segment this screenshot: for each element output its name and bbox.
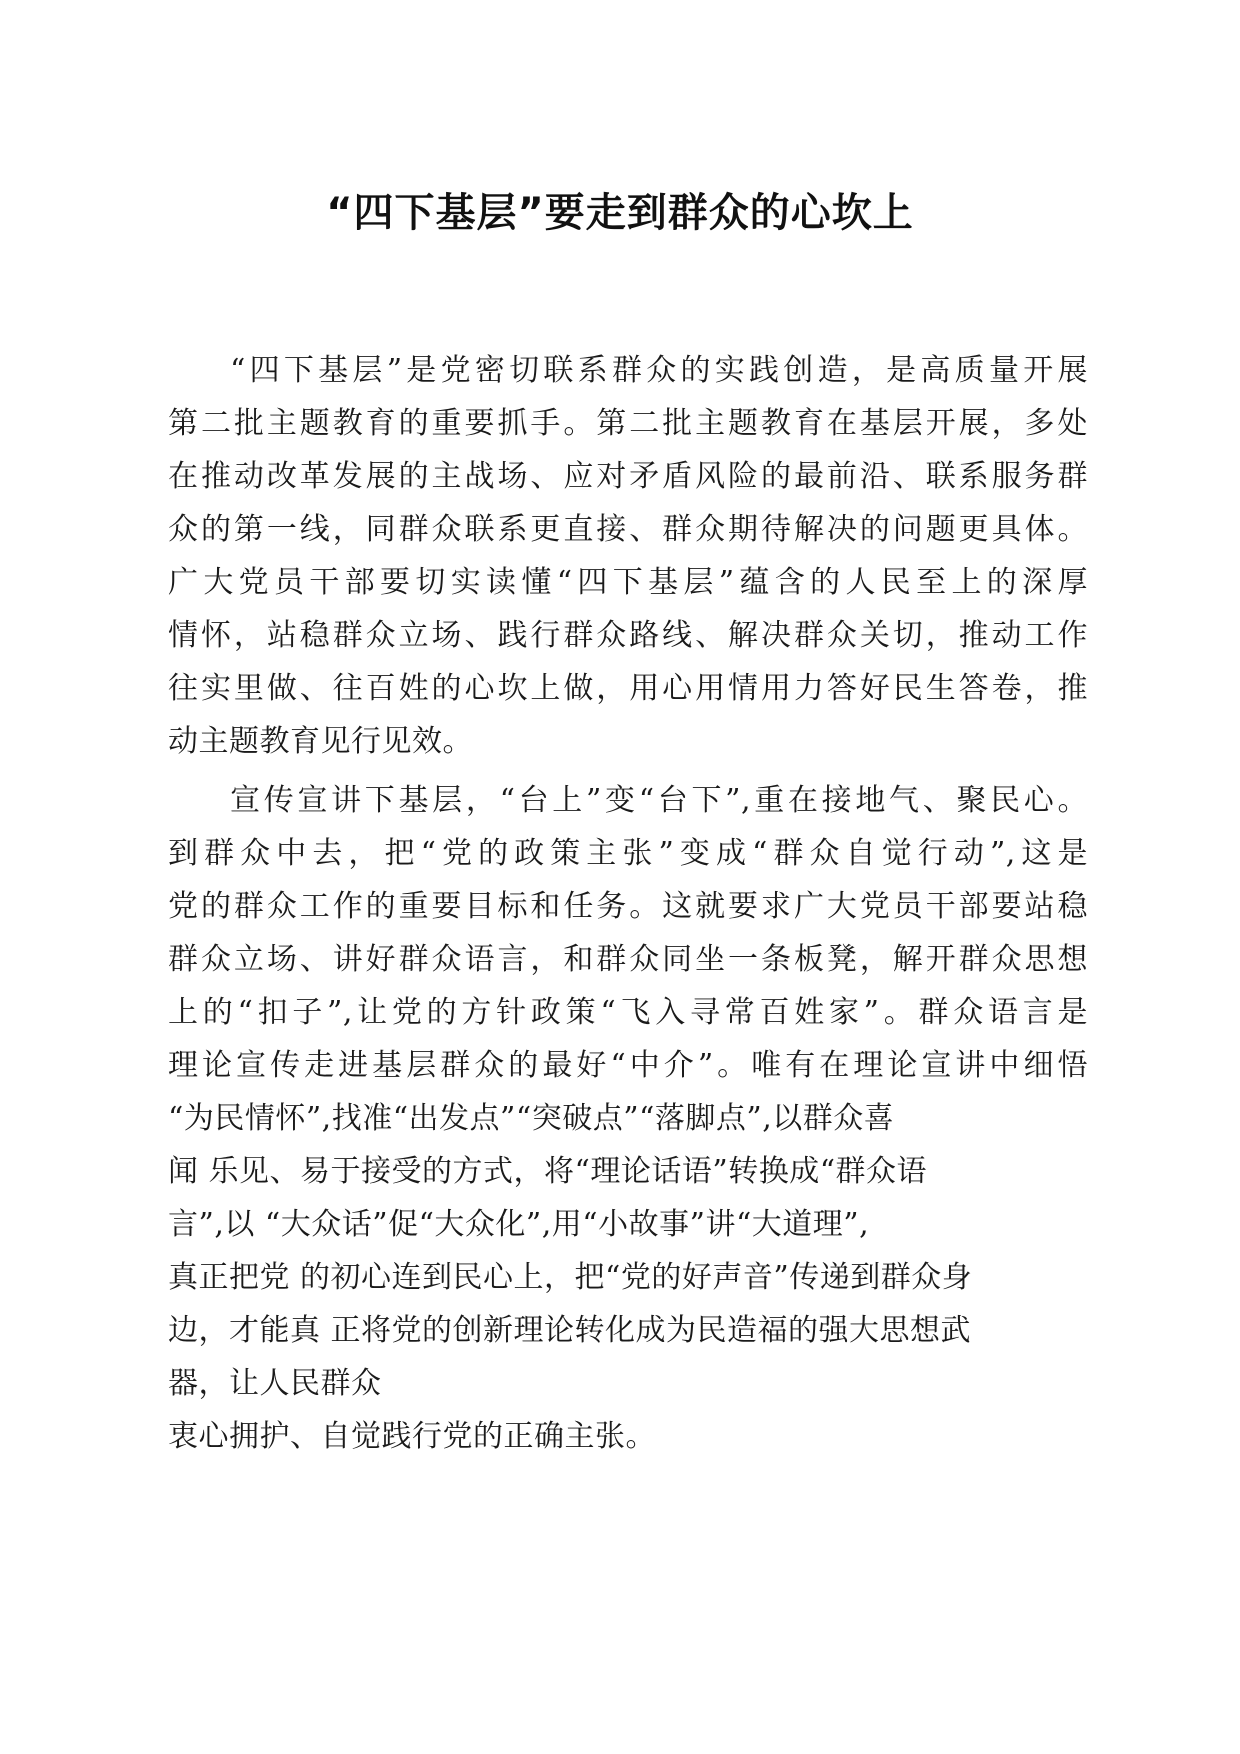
paragraph-line: “为民情怀”,找准“出发点”“突破点”“落脚点”,以群众喜 bbox=[168, 1101, 895, 1136]
paragraph-line: 第二批主题教育的重要抓手。第二批主题教育在基层开展，多处 bbox=[168, 406, 1088, 441]
paragraph-line: 往实里做、往百姓的心坎上做，用心用情用力答好民生答卷，推 bbox=[168, 671, 1088, 706]
paragraph-line: 动主题教育见行见效。 bbox=[168, 724, 473, 759]
paragraph-line: 边，才能真 正将党的创新理论转化成为民造福的强大思想武 bbox=[168, 1313, 972, 1348]
paragraph-line: 闻 乐见、易于接受的方式，将“理论话语”转换成“群众语 bbox=[168, 1154, 928, 1189]
paragraph-line: 群众立场、讲好群众语言，和群众同坐一条板凳，解开群众思想 bbox=[168, 942, 1088, 977]
paragraph-1 bbox=[168, 344, 1088, 768]
document-body bbox=[168, 344, 1088, 1463]
paragraph-line: 上的“扣子”,让党的方针政策“飞入寻常百姓家”。群众语言是 bbox=[168, 995, 1088, 1030]
document-title: “四下基层”要走到群众的心坎上 bbox=[326, 190, 914, 236]
paragraph-2 bbox=[168, 774, 1088, 1463]
paragraph-line: 众的第一线，同群众联系更直接、群众期待解决的问题更具体。 bbox=[168, 512, 1088, 547]
paragraph-line: 言”,以 “大众话”促“大众化”,用“小故事”讲“大道理”, bbox=[168, 1207, 870, 1242]
paragraph-line: 理论宣传走进基层群众的最好“中介”。唯有在理论宣讲中细悟 bbox=[168, 1048, 1088, 1083]
paragraph-line: 情怀，站稳群众立场、践行群众路线、解决群众关切，推动工作 bbox=[168, 618, 1088, 653]
paragraph-line: 党的群众工作的重要目标和任务。这就要求广大党员干部要站稳 bbox=[168, 889, 1088, 924]
paragraph-line: 衷心拥护、自觉践行党的正确主张。 bbox=[168, 1419, 656, 1454]
paragraph-line: 在推动改革发展的主战场、应对矛盾风险的最前沿、联系服务群 bbox=[168, 459, 1088, 494]
paragraph-line: 真正把党 的初心连到民心上，把“党的好声音”传递到群众身 bbox=[168, 1260, 973, 1295]
paragraph-line: 到群众中去，把“党的政策主张”变成“群众自觉行动”,这是 bbox=[168, 836, 1088, 871]
paragraph-line: 宣传宣讲下基层，“台上”变“台下”,重在接地气、聚民心。 bbox=[230, 783, 1088, 818]
paragraph-line: “四下基层”是党密切联系群众的实践创造，是高质量开展 bbox=[230, 353, 1088, 388]
paragraph-line: 器，让人民群众 bbox=[168, 1366, 382, 1401]
paragraph-line: 广大党员干部要切实读懂“四下基层”蕴含的人民至上的深厚 bbox=[168, 565, 1088, 600]
